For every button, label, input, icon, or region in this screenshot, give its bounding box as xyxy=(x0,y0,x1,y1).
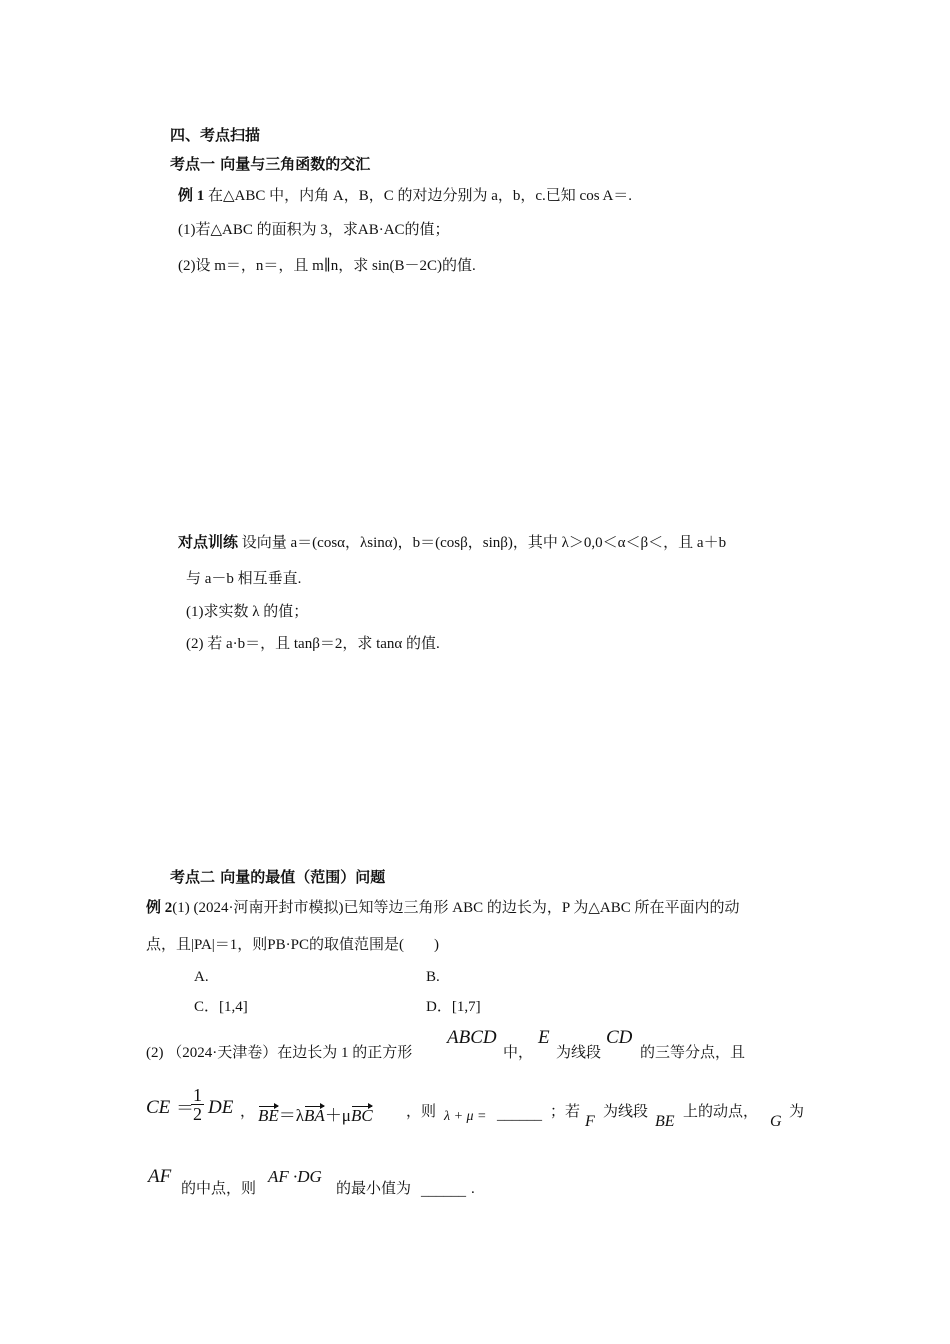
example-1-stem xyxy=(178,186,632,206)
answer-blank-1: ______ xyxy=(497,1107,542,1123)
text-shangdong: 上的动点， xyxy=(683,1104,759,1120)
answer-blank-2: ______ xyxy=(421,1183,466,1199)
text-sandeng: 的三等分点，且 xyxy=(640,1045,746,1061)
practice-label: 对点训练 xyxy=(178,533,239,551)
example-2-stem-continued: 点，且|PA|＝1，则PB·PC的取值范围是( ) xyxy=(146,937,439,953)
practice-stem xyxy=(178,532,726,553)
math-g: G xyxy=(770,1113,782,1130)
example-2-part-2-intro: (2) （2024·天津卷）在边长为 1 的正方形 xyxy=(146,1045,413,1061)
text-ze: ，则 xyxy=(406,1104,437,1120)
vector-be: BE xyxy=(258,1106,279,1125)
text-zhong: 中， xyxy=(503,1045,534,1061)
option-c: C．[1,4] xyxy=(194,999,248,1015)
example-2-stem xyxy=(146,898,740,918)
option-a: A. xyxy=(194,969,209,985)
practice-question-1: (1)求实数 λ 的值； xyxy=(186,604,309,620)
example-2-label: 例 2 xyxy=(146,900,173,916)
text-comma: ， xyxy=(240,1104,256,1120)
example-1-question-2: (2)设 m＝，n＝，且 m∥n，求 sin(B－2C)的值. xyxy=(178,258,476,274)
practice-text: 设向量 a＝(cosα，λsinα)，b＝(cosβ，sinβ)，其中 λ＞0,0＜α＜β＜，且 a＋b xyxy=(238,535,727,551)
plus-mu: ＋μ xyxy=(324,1106,351,1125)
vector-ba: BA xyxy=(304,1106,325,1125)
math-abcd: ABCD xyxy=(447,1027,497,1048)
topic-1-title: 考点一 向量与三角函数的交汇 xyxy=(170,155,371,173)
option-b: B. xyxy=(426,969,440,985)
topic-2-title: 考点二 向量的最值（范围）问题 xyxy=(170,868,386,886)
example-1-question-1: (1)若△ABC 的面积为 3，求AB·AC的值； xyxy=(178,222,450,238)
math-cd: CD xyxy=(606,1027,633,1048)
text-wei: 为 xyxy=(789,1104,805,1120)
example-1-text: 在△ABC 中，内角 A，B，C 的对边分别为 a，b，c.已知 cos A＝. xyxy=(204,188,633,204)
math-de: DE xyxy=(208,1097,234,1118)
section-title: 四、考点扫描 xyxy=(170,126,261,144)
math-be: BE xyxy=(655,1113,675,1130)
text-ruo: ；若 xyxy=(550,1104,581,1120)
math-af-dot-dg: AF ·DG xyxy=(268,1167,322,1186)
math-af: AF xyxy=(148,1166,172,1187)
fraction-denominator: 2 xyxy=(193,1104,202,1124)
text-weixianduan: 为线段 xyxy=(556,1045,602,1061)
example-2-text: (1) (2024·河南开封市模拟)已知等边三角形 ABC 的边长为，P 为△ABC 所在平面内的动 xyxy=(172,900,740,916)
example-1-label: 例 1 xyxy=(178,188,205,204)
fraction-numerator: 1 xyxy=(193,1085,202,1105)
math-f: F xyxy=(585,1113,595,1130)
text-zuixiao: 的最小值为 xyxy=(336,1181,412,1197)
math-ce: CE xyxy=(146,1097,171,1118)
text-weixianduan-2: 为线段 xyxy=(603,1104,649,1120)
practice-stem-continued: 与 a－b 相互垂直. xyxy=(186,571,302,587)
vector-equation xyxy=(258,1106,373,1126)
practice-question-2: (2) 若 a·b＝，且 tanβ＝2，求 tanα 的值. xyxy=(186,636,440,652)
math-lambda-mu: λ + μ = xyxy=(444,1109,487,1124)
math-e: E xyxy=(538,1027,550,1048)
fraction-one-half xyxy=(191,1086,204,1123)
text-zhongdian: 的中点，则 xyxy=(181,1181,257,1197)
text-period: . xyxy=(471,1181,475,1197)
math-equals: ＝ xyxy=(176,1098,194,1118)
option-d: D．[1,7] xyxy=(426,999,481,1015)
eq-lambda: ＝λ xyxy=(278,1106,305,1125)
vector-bc: BC xyxy=(350,1106,373,1125)
